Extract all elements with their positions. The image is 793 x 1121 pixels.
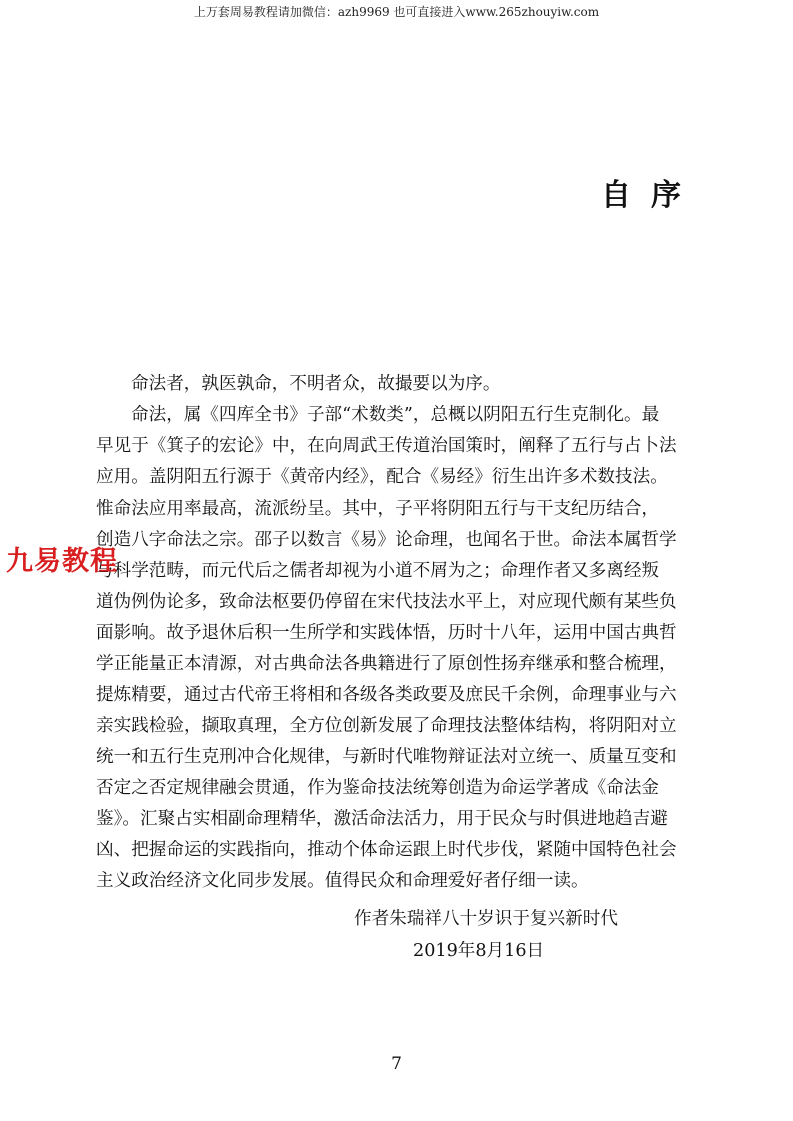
body-line: 道伪例伪论多，致命法枢要仍停留在宋代技法水平上，对应现代颇有某些负 [96, 592, 677, 612]
body-line: 命法者，孰医孰命，不明者众，故撮要以为序。 [131, 374, 501, 394]
body-line: 否定之否定规律融会贯通，作为鉴命技法统筹创造为命运学著成《命法金 [96, 778, 660, 798]
body-line: 应用。盖阴阳五行源于《黄帝内经》，配合《易经》衍生出许多术数技法。 [96, 467, 668, 487]
body-line: 命法，属《四库全书》子部“术数类”，总概以阴阳五行生克制化。最 [131, 405, 660, 425]
page-title: 自序 [601, 178, 701, 213]
author-signature: 作者朱瑞祥八十岁识于复兴新时代 [354, 909, 618, 929]
body-line: 惟命法应用率最高，流派纷呈。其中，子平将阴阳五行与干支纪历结合， [96, 499, 660, 519]
body-line: 统一和五行生克刑冲合化规律，与新时代唯物辩证法对立统一、质量互变和 [96, 747, 677, 767]
body-line: 亲实践检验，撷取真理，全方位创新发展了命理技法整体结构，将阴阳对立 [96, 716, 677, 736]
date: 2019年8月16日 [413, 941, 545, 961]
body-line: 提炼精要，通过古代帝王将相和各级各类政要及庶民千余例，命理事业与六 [96, 685, 677, 705]
body-line: 与科学范畴，而元代后之儒者却视为小道不屑为之；命理作者又多离经叛 [96, 561, 660, 581]
body-line: 凶、把握命运的实践指向，推动个体命运跟上时代步伐，紧随中国特色社会 [96, 840, 677, 860]
body-line: 早见于《箕子的宏论》中，在向周武王传道治国策时，阐释了五行与占卜法 [96, 436, 677, 456]
body-line: 学正能量正本清源，对古典命法各典籍进行了原创性扬弃继承和整合梳理， [96, 654, 677, 674]
watermark-logo: 九易教程 [6, 546, 118, 577]
body-line: 鉴》。汇聚占实相副命理精华，激活命法活力，用于民众与时俱进地趋吉避 [96, 809, 668, 829]
body-line: 面影响。故予退休后积一生所学和实践体悟，历时十八年，运用中国古典哲 [96, 623, 677, 643]
body-line: 主义政治经济文化同步发展。值得民众和命理爱好者仔细一读。 [96, 871, 589, 891]
header-note: 上万套周易教程请加微信：azh9969 也可直接进入www.265zhouyiw.com [193, 5, 600, 19]
body-line: 创造八字命法之宗。邵子以数言《易》论命理，也闻名于世。命法本属哲学 [96, 530, 677, 550]
page-number: 7 [391, 1054, 402, 1074]
